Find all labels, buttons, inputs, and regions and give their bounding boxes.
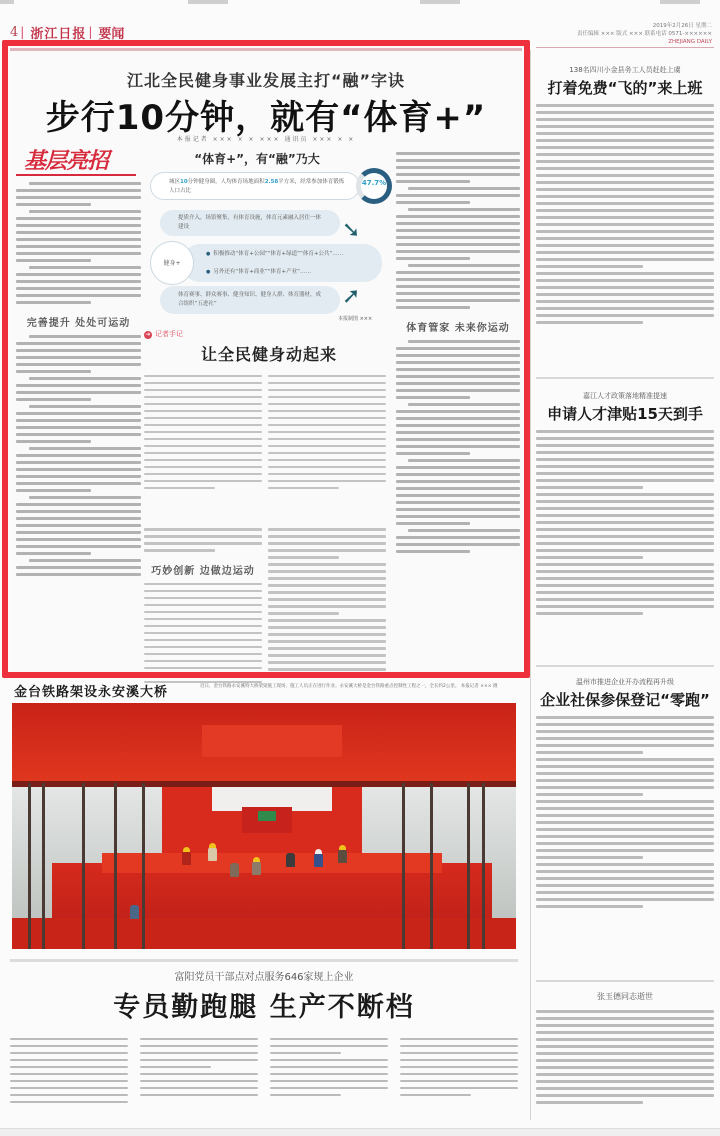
story-kicker: 嘉江人才政策落地精准提速 <box>583 392 667 400</box>
lead-column-right <box>396 148 520 557</box>
page-number: 4 <box>10 24 19 40</box>
top-tab-strip <box>0 0 720 8</box>
infographic-credit: 本报制图 ××× <box>338 316 373 322</box>
story-title: 企业社保参保登记“零跑” <box>540 691 710 709</box>
masthead <box>10 22 520 42</box>
photo-caption: 近日，金台铁路永安溪特大桥架梁施工现场，施工人员正在进行作业。永安溪大桥是金台铁路重点控制性工程之一，全长约2公里。 本报记者 ××× 摄 <box>200 684 498 689</box>
story-title: 打着免费“飞的”来上班 <box>547 79 703 97</box>
paper-name: 浙江日报 <box>30 26 87 42</box>
bridge-construction-photo[interactable] <box>12 703 516 949</box>
divider: | <box>88 25 93 39</box>
body-text <box>140 1033 258 1101</box>
body-text <box>16 335 141 576</box>
top-tab[interactable] <box>420 0 460 4</box>
reporter-notes-tag: ➔ 记者手记 <box>145 330 183 338</box>
divider: | <box>20 25 25 39</box>
lead-byline: 本报记者 ××× × × ××× 通讯员 ××× × × <box>176 136 356 143</box>
divider <box>10 48 522 51</box>
info-bullet: ● 另外还有“体育+商业”“体育+产业”…… <box>206 268 376 276</box>
story-kicker: 温州市推进企业开办流程再升级 <box>576 678 674 686</box>
curved-arrow-icon: ➘ <box>342 218 361 243</box>
arrow-right-icon: ➔ <box>145 331 151 338</box>
top-tab[interactable] <box>660 0 700 4</box>
subhead: 完善提升 处处可运动 <box>26 318 131 329</box>
divider <box>536 47 714 48</box>
divider <box>536 665 714 667</box>
meta-date: 2019年2月26日 星期二 <box>652 23 712 29</box>
lead-headline: 步行10分钟，就有“体育+” <box>45 98 487 138</box>
divider <box>10 959 518 962</box>
bottom-story-kicker: 富阳党员干部点对点服务646家规上企业 <box>174 972 354 983</box>
hub-circle: 健身+ <box>150 241 194 285</box>
bottom-story-headline: 专员勤跑腿 生产不断档 <box>113 992 415 1023</box>
story-kicker: 138名四川小金县务工人员赶赴上虞 <box>569 66 681 74</box>
body-text <box>16 182 141 304</box>
footer-bar <box>0 1128 720 1136</box>
body-text <box>270 1033 388 1101</box>
donut-value: 47.7% <box>361 179 387 187</box>
sidebar-story[interactable] <box>536 391 714 619</box>
infographic-title: “体育+”，有“融”乃大 <box>194 152 320 166</box>
lead-story[interactable] <box>10 48 522 672</box>
column-logo: 基层亮招 <box>16 146 136 176</box>
divider <box>536 377 714 379</box>
sidebar-story[interactable] <box>536 65 714 328</box>
sub-story-headline: 让全民健身动起来 <box>200 345 337 364</box>
sidebar-story[interactable] <box>536 677 714 912</box>
lead-column-left <box>16 146 141 580</box>
meta-editors: 责任编辑 ××× 版式 ××× 联系电话 0571-×××××× <box>576 31 712 37</box>
photo-credit: 本报记者 ××× 摄 <box>460 684 498 689</box>
info-pill: 提质介入，场馆聚集，有体育设施，体育元素融入居住一体建设 <box>160 210 340 236</box>
divider <box>536 980 714 982</box>
body-text <box>144 370 262 688</box>
top-tab[interactable] <box>188 0 228 4</box>
subhead: 体育管家 未来你运动 <box>406 323 510 334</box>
curved-arrow-icon: ➚ <box>342 284 361 309</box>
infographic <box>142 148 392 323</box>
story-title: 申请人才津贴15天到手 <box>547 405 703 423</box>
percentage-donut <box>356 168 392 204</box>
section-name: 要闻 <box>98 26 125 42</box>
sidebar-story[interactable] <box>536 991 714 1108</box>
photo-headline: 金台铁路架设永安溪大桥 <box>14 685 169 700</box>
page-meta <box>540 22 712 46</box>
body-text <box>10 1033 128 1108</box>
subhead: 巧妙创新 边做边运动 <box>151 565 255 577</box>
story-title: 张玉德同志逝世 <box>597 992 653 1001</box>
column-divider <box>530 50 531 1120</box>
body-text <box>400 1033 518 1101</box>
body-text <box>268 370 386 675</box>
stat-pill: 城区10分钟健身圈，人均体育场地面积2.58平方米，经常参加体育锻炼人口占比 <box>150 172 360 200</box>
info-bullet: ● 积极推动“体育+公园”“体育+绿道”“体育+公共”…… <box>206 250 376 258</box>
info-pill: 体育赛事、群众赛事、健身知识、健身人群、体育器材，成合组织“五进社” <box>160 286 340 314</box>
meta-english: ZHEJIANG DAILY <box>668 39 712 45</box>
top-tab[interactable] <box>0 0 14 4</box>
lead-kicker: 江北全民健身事业发展主打“融”字诀 <box>126 71 406 90</box>
